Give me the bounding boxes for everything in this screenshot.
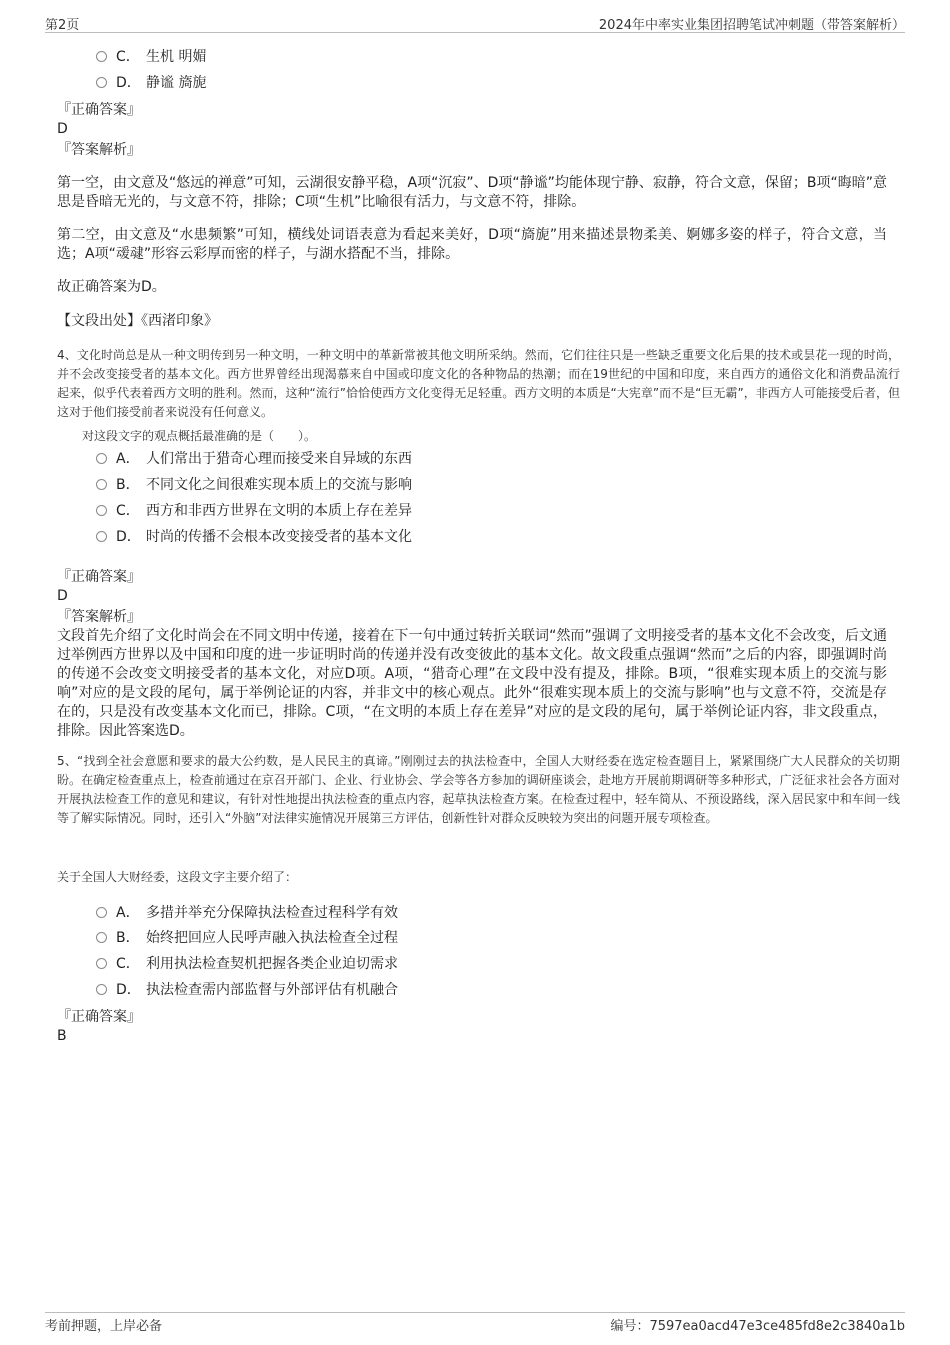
q5-option-c[interactable]: C． 利用执法检查契机把握各类企业迫切需求	[96, 954, 398, 974]
q4-analysis: 文段首先介绍了文化时尚会在不同文明中传递，接着在下一句中通过转折关联词“然而”强调了文明接受者的基本文化不会改变，后文通过举例西方世界以及中国和印度的进一步证明时尚的传递并没有改变彼此的基本文化。故文段重点强调“然而”之后的内容，即强调时尚的传递不会改变文明接受者的基本文化，对应D项。A项，“猎奇心理”在文段中没有提及，排除。B项，“很难实现本质上的交流与影响”对应的是文段的尾句，属于举例论证的内容，并非文中的核心观点。此外“很难实现本质上的交流与影响”也与文意不符，交流是存在的，只是没有改变基本文化而已，排除。C项，“在文明的本质上存在差异”对应的是文段的尾句，属于举例论证内容，非文段重点，排除。因此答案选D。	[57, 628, 887, 739]
radio-icon[interactable]	[96, 531, 107, 542]
q5-stem: 5、“找到全社会意愿和要求的最大公约数，是人民民主的真谛。”刚刚过去的执法检查中，全国人大财经委在选定检查题目上，紧紧围绕广大人民群众的关切期盼。在确定检查重点上，检查前通过在京召开部门、企业、行业协会、学会等各方参加的调研座谈会，赴地方开展前期调研等多种形式，广泛征求社会各方面对开展执法检查工作的意见和建议，有针对性地提出执法检查的重点内容，起草执法检查方案。在检查过程中，轻车简从、不预设路线，深入居民家中和车间一线等了解实际情况。同时，还引入“外脑”对法律实施情况开展第三方评估，创新性针对群众反映较为突出的问题开展专项检查。	[57, 754, 900, 825]
q3-analysis-paragraph-1: 第一空，由文意及“悠远的禅意”可知，云湖很安静平稳，A项“沉寂”、D项“静谧”均能体现宁静、寂静，符合文意，保留；B项“晦暗”意思是昏暗无光的，与文意不符，排除；C项“生机”比喻很有活力，与文意不符，排除。	[57, 175, 887, 210]
option-text: 利用执法检查契机把握各类企业迫切需求	[146, 956, 398, 972]
option-text: 人们常出于猎奇心理而接受来自异域的东西	[146, 451, 412, 467]
radio-icon[interactable]	[96, 932, 107, 943]
radio-icon[interactable]	[96, 453, 107, 464]
radio-icon[interactable]	[96, 77, 107, 88]
page-header	[45, 12, 905, 33]
option-text: 执法检查需内部监督与外部评估有机融合	[146, 982, 398, 998]
q3-option-d[interactable]: D． 静谧 旖旎	[96, 73, 206, 93]
option-text: 时尚的传播不会根本改变接受者的基本文化	[146, 529, 412, 545]
q5-answer-label: 『正确答案』	[57, 1009, 141, 1025]
q4-option-c[interactable]: C． 西方和非西方世界在文明的本质上存在差异	[96, 501, 412, 521]
q3-analysis-paragraph-2: 第二空，由文意及“水患频繁”可知，横线处词语表意为看起来美好，D项“旖旎”用来描述景物柔美、婀娜多姿的样子，符合文意，当选；A项“叆叇”形容云彩厚而密的样子，与湖水搭配不当，排除。	[57, 227, 887, 262]
radio-icon[interactable]	[96, 907, 107, 918]
radio-icon[interactable]	[96, 984, 107, 995]
q5-answer: B	[57, 1028, 67, 1044]
q4-answer-label: 『正确答案』	[57, 569, 141, 585]
q3-analysis-conclusion: 故正确答案为D。	[57, 279, 166, 295]
q3-analysis-label: 『答案解析』	[57, 142, 141, 158]
page-footer	[45, 1312, 905, 1335]
q3-option-c[interactable]: C． 生机 明媚	[96, 47, 206, 67]
radio-icon[interactable]	[96, 505, 107, 516]
option-text: 静谧 旖旎	[146, 75, 207, 91]
q3-answer-label: 『正确答案』	[57, 102, 141, 118]
q5-option-d[interactable]: D． 执法检查需内部监督与外部评估有机融合	[96, 980, 398, 1000]
q5-option-b[interactable]: B． 始终把回应人民呼声融入执法检查全过程	[96, 928, 398, 948]
option-text: 不同文化之间很难实现本质上的交流与影响	[146, 477, 412, 493]
option-text: 始终把回应人民呼声融入执法检查全过程	[146, 930, 398, 946]
q5-question: 关于全国人大财经委，这段文字主要介绍了：	[57, 870, 298, 884]
option-text: 西方和非西方世界在文明的本质上存在差异	[146, 503, 412, 519]
q4-answer: D	[57, 588, 68, 604]
document-id: 编号：7597ea0acd47e3ce485fd8e2c3840a1b	[610, 1319, 905, 1334]
q3-answer: D	[57, 121, 68, 137]
option-text: 生机 明媚	[146, 49, 207, 65]
page-number: 第2页	[45, 18, 80, 33]
q4-option-d[interactable]: D． 时尚的传播不会根本改变接受者的基本文化	[96, 527, 412, 547]
q4-stem: 4、文化时尚总是从一种文明传到另一种文明，一种文明中的革新常被其他文明所采纳。然而，它们往往只是一些缺乏重要文化后果的技术或昙花一现的时尚，并不会改变接受者的基本文化。西方世界曾经出现渴慕来自中国或印度文化的各种物品的热潮；而在19世纪的中国和印度，来自西方的通俗文化和消费品流行起来，似乎代表着西方文明的胜利。然而，这种“流行”恰恰使西方文化变得无足轻重。西方文明的本质是“大宪章”而不是“巨无霸”，非西方人可能接受后者，但这对于他们接受前者来说没有任何意义。	[57, 348, 900, 419]
radio-icon[interactable]	[96, 51, 107, 62]
footer-slogan: 考前押题，上岸必备	[45, 1319, 163, 1334]
radio-icon[interactable]	[96, 479, 107, 490]
q4-option-a[interactable]: A． 人们常出于猎奇心理而接受来自异域的东西	[96, 449, 412, 469]
q4-analysis-label: 『答案解析』	[57, 609, 141, 625]
q5-option-a[interactable]: A． 多措并举充分保障执法检查过程科学有效	[96, 903, 398, 923]
q4-question: 对这段文字的观点概括最准确的是（ ）。	[82, 429, 317, 443]
option-text: 多措并举充分保障执法检查过程科学有效	[146, 905, 398, 921]
q4-option-b[interactable]: B． 不同文化之间很难实现本质上的交流与影响	[96, 475, 412, 495]
document-title: 2024年中率实业集团招聘笔试冲刺题（带答案解析）	[598, 18, 905, 33]
q3-source: 【文段出处】《西渚印象》	[57, 313, 218, 329]
radio-icon[interactable]	[96, 958, 107, 969]
